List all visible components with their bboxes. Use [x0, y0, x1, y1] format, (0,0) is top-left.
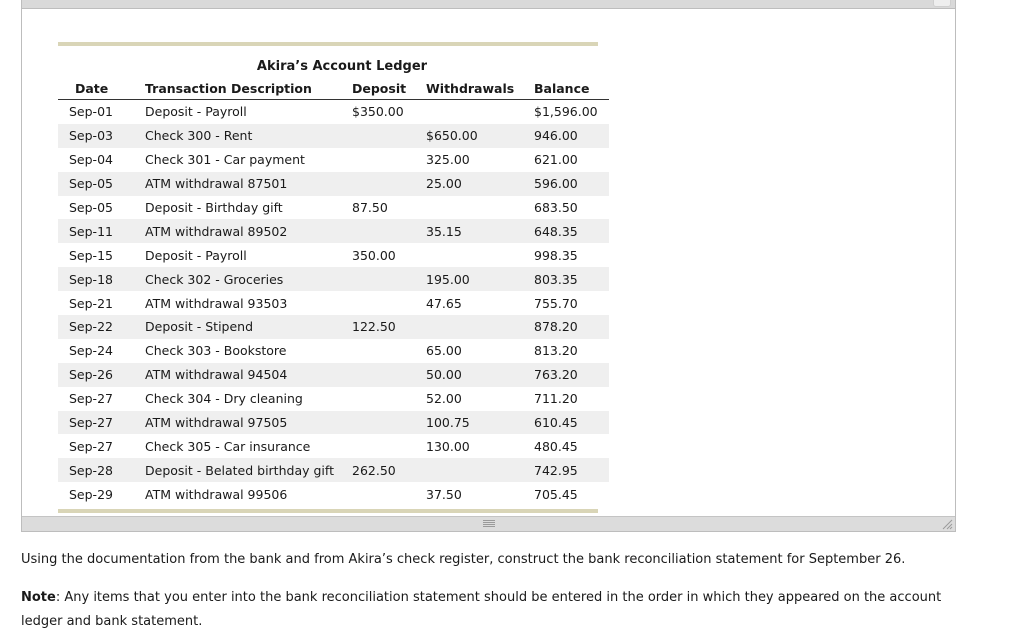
- row-description: Check 302 - Groceries: [145, 267, 352, 291]
- row-date: Sep-28: [58, 458, 145, 482]
- row-withdrawal: 100.75: [426, 411, 534, 435]
- row-balance: 803.35: [534, 267, 609, 291]
- row-withdrawal: [426, 243, 534, 267]
- row-date: Sep-05: [69, 200, 113, 215]
- note-label: Note: [21, 590, 56, 605]
- row-withdrawal: 325.00: [426, 152, 470, 168]
- row-withdrawal: 47.65: [426, 295, 462, 311]
- table-row: [58, 482, 609, 506]
- row-deposit: [352, 482, 426, 506]
- table-row: [58, 124, 609, 148]
- note-text: [21, 586, 981, 634]
- row-balance: 742.95: [534, 458, 609, 482]
- row-deposit: [352, 267, 426, 291]
- table-row: [58, 219, 609, 243]
- table-row: [58, 387, 609, 411]
- panel-bottom-bar: [22, 516, 955, 531]
- row-balance: 813.20: [534, 343, 578, 359]
- row-date: Sep-22: [58, 315, 145, 339]
- row-date: Sep-18: [58, 267, 145, 291]
- row-deposit: [352, 124, 426, 148]
- row-deposit: [352, 434, 426, 458]
- header-withdrawals: Withdrawals: [426, 78, 534, 100]
- row-date: Sep-27: [69, 391, 113, 407]
- panel-top-bar: [22, 0, 955, 9]
- row-deposit: 87.50: [352, 200, 388, 215]
- row-withdrawal: [426, 315, 534, 339]
- row-description: Deposit - Payroll: [145, 104, 247, 120]
- row-description: ATM withdrawal 87501: [145, 172, 352, 196]
- row-withdrawal: $650.00: [426, 124, 534, 148]
- row-date: Sep-27: [58, 411, 145, 435]
- row-balance: 683.50: [534, 200, 578, 215]
- row-withdrawal: [426, 458, 534, 482]
- table-row: [58, 363, 609, 387]
- row-deposit: [352, 363, 426, 387]
- row-withdrawal: 130.00: [426, 438, 470, 454]
- row-balance: 596.00: [534, 172, 609, 196]
- row-description: ATM withdrawal 99506: [145, 486, 288, 502]
- row-description: Check 300 - Rent: [145, 124, 352, 148]
- table-row: [58, 148, 609, 172]
- row-description: Check 305 - Car insurance: [145, 438, 311, 454]
- row-deposit: [352, 291, 426, 315]
- row-withdrawal: [426, 100, 534, 124]
- row-description: ATM withdrawal 97505: [145, 411, 352, 435]
- row-withdrawal: 37.50: [426, 486, 462, 502]
- ledger-bottom-rule: [58, 509, 598, 513]
- row-withdrawal: 195.00: [426, 267, 534, 291]
- row-description: Check 303 - Bookstore: [145, 343, 287, 359]
- row-description: ATM withdrawal 94504: [145, 363, 352, 387]
- question-text: Using the documentation from the bank and from Akira’s check register, construct the bank reconciliation statement for September 26.: [21, 552, 906, 567]
- row-balance: $1,596.00: [534, 104, 598, 120]
- row-deposit: [352, 387, 426, 411]
- row-balance: 878.20: [534, 315, 609, 339]
- row-date: Sep-29: [69, 486, 113, 502]
- account-ledger: [58, 42, 598, 513]
- row-description: Check 301 - Car payment: [145, 152, 305, 168]
- row-date: Sep-27: [69, 438, 113, 454]
- row-balance: 755.70: [534, 295, 578, 311]
- row-balance: 648.35: [534, 219, 609, 243]
- table-row: [58, 291, 609, 315]
- header-deposit: Deposit: [352, 78, 426, 100]
- row-date: Sep-05: [58, 172, 145, 196]
- table-row: [58, 434, 609, 458]
- ledger-top-rule: [58, 42, 598, 46]
- ledger-header-row: [58, 78, 609, 100]
- header-description: Transaction Description: [145, 78, 352, 100]
- table-row: [58, 172, 609, 196]
- note-body: : Any items that you enter into the bank reconciliation statement should be entered in the order in which they appeared on the account ledger and bank statement.: [21, 590, 942, 629]
- table-row: [58, 100, 609, 124]
- resize-handle-icon[interactable]: [942, 519, 953, 530]
- row-date: Sep-26: [58, 363, 145, 387]
- panel-top-handle[interactable]: [933, 0, 951, 7]
- row-date: Sep-03: [58, 124, 145, 148]
- table-row: [58, 411, 609, 435]
- row-description: Deposit - Stipend: [145, 315, 352, 339]
- row-deposit: [352, 339, 426, 363]
- row-balance: 480.45: [534, 438, 578, 454]
- row-description: Deposit - Birthday gift: [145, 200, 283, 215]
- row-date: Sep-21: [69, 295, 113, 311]
- row-deposit: [352, 148, 426, 172]
- row-deposit: [352, 172, 426, 196]
- row-withdrawal: 65.00: [426, 343, 462, 359]
- header-date: Date: [58, 78, 145, 100]
- row-balance: 610.45: [534, 411, 609, 435]
- row-withdrawal: [426, 196, 534, 220]
- row-deposit: 122.50: [352, 315, 426, 339]
- row-balance: 946.00: [534, 124, 609, 148]
- row-withdrawal: 50.00: [426, 363, 534, 387]
- table-row: [58, 196, 609, 220]
- row-deposit: [352, 411, 426, 435]
- row-withdrawal: 25.00: [426, 172, 534, 196]
- row-description: ATM withdrawal 89502: [145, 219, 352, 243]
- row-withdrawal: 35.15: [426, 219, 534, 243]
- row-date: Sep-11: [58, 219, 145, 243]
- row-deposit: 262.50: [352, 458, 426, 482]
- table-row: [58, 267, 609, 291]
- table-row: [58, 315, 609, 339]
- row-date: Sep-24: [69, 343, 113, 359]
- table-row: [58, 339, 609, 363]
- row-balance: 705.45: [534, 486, 578, 502]
- table-row: [58, 458, 609, 482]
- ledger-title: Akira’s Account Ledger: [256, 59, 428, 74]
- header-balance: Balance: [534, 78, 609, 100]
- row-deposit: [352, 219, 426, 243]
- row-date: Sep-04: [69, 152, 113, 168]
- drag-grip-icon[interactable]: [483, 520, 495, 527]
- row-description: Check 304 - Dry cleaning: [145, 391, 303, 407]
- row-date: Sep-01: [69, 104, 113, 120]
- row-deposit: $350.00: [352, 104, 404, 120]
- table-row: [58, 243, 609, 267]
- row-withdrawal: 52.00: [426, 391, 462, 407]
- row-deposit: 350.00: [352, 247, 396, 263]
- row-balance: 998.35: [534, 247, 578, 263]
- row-description: Deposit - Payroll: [145, 247, 247, 263]
- row-balance: 621.00: [534, 152, 578, 168]
- ledger-panel: [21, 0, 956, 532]
- row-balance: 711.20: [534, 391, 578, 407]
- ledger-table: [58, 78, 609, 506]
- row-description: ATM withdrawal 93503: [145, 295, 288, 311]
- row-balance: 763.20: [534, 363, 609, 387]
- row-date: Sep-15: [69, 247, 113, 263]
- row-description: Deposit - Belated birthday gift: [145, 458, 352, 482]
